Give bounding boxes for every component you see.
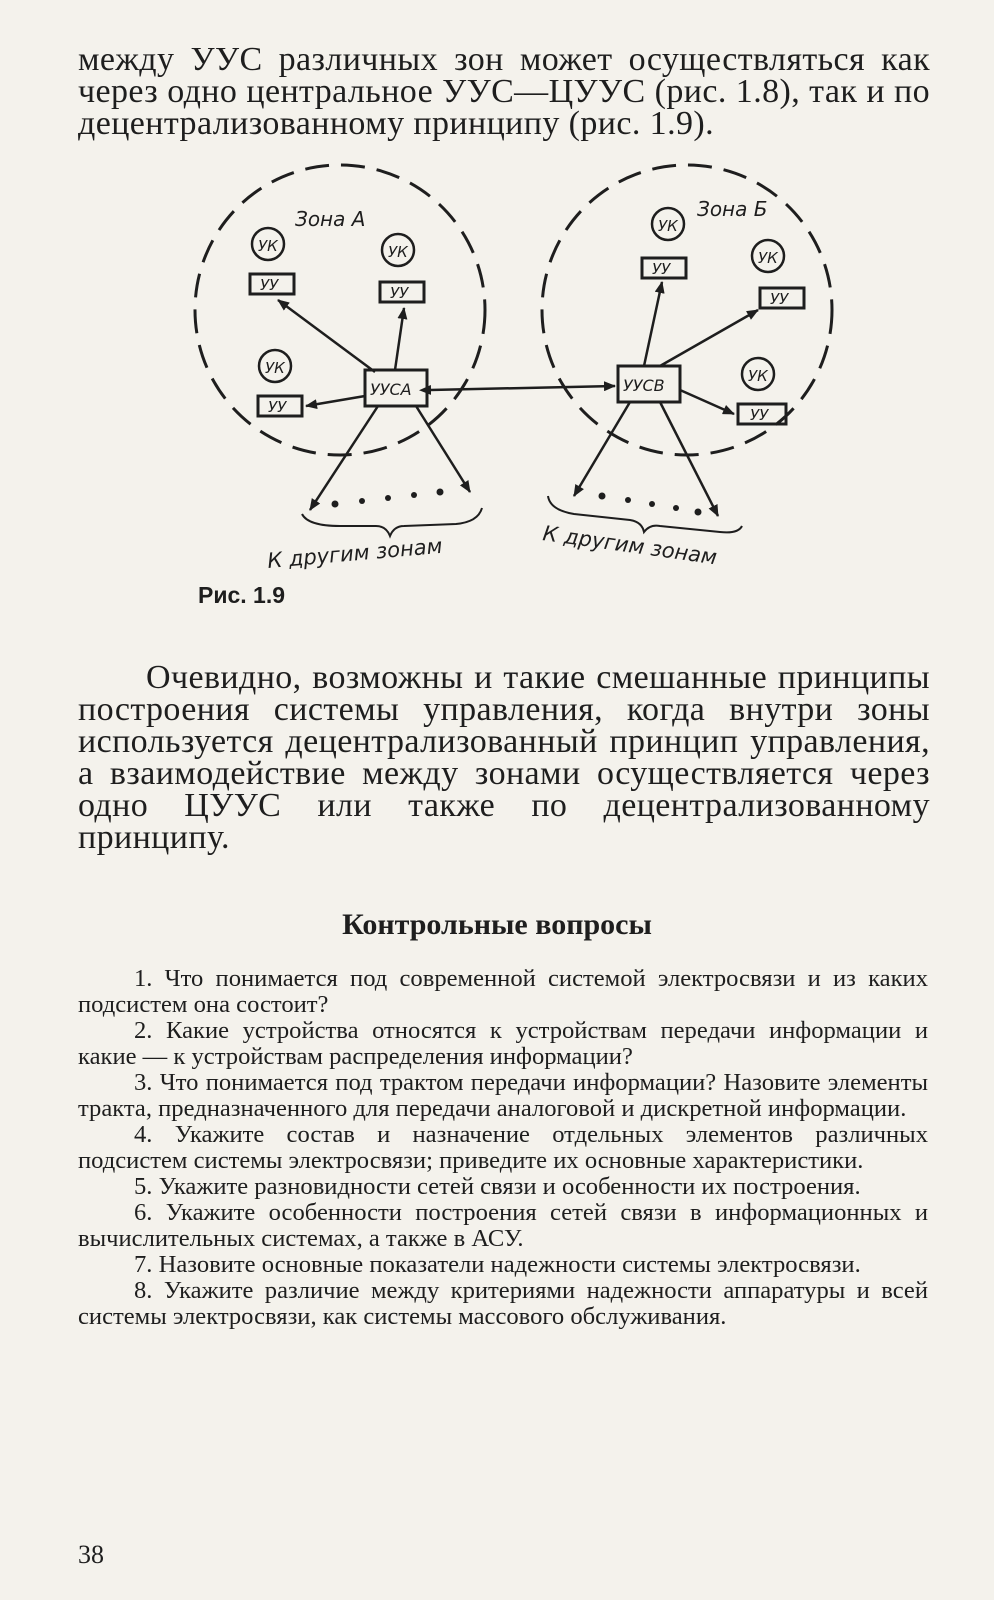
svg-text:УУ: УУ — [770, 290, 789, 308]
question-item: 4. Укажите состав и назначение отдельных элементов различных подсистем системы электросвязи; приведите их основные характеристики. — [78, 1121, 928, 1174]
intro-paragraph: между УУС различных зон может осуществляться как через одно центральное УУС—ЦУУС (рис. 1.8), так и по децентрализованному принципу (рис. 1.9). — [78, 41, 930, 142]
zone-b-node-2 — [752, 240, 804, 308]
svg-text:УУ: УУ — [390, 284, 409, 302]
svg-text:УК: УК — [658, 217, 678, 235]
zone-a-node-1 — [250, 228, 294, 294]
svg-text:УУСB: УУСB — [623, 376, 665, 395]
zone-diagram — [190, 170, 789, 610]
svg-text:УК: УК — [758, 249, 778, 267]
page-number: 38 — [78, 1540, 104, 1569]
section-heading: Контрольные вопросы — [342, 908, 652, 941]
center-b-box — [618, 366, 680, 402]
question-item: 1. Что понимается под современной системой электросвязи и из каких подсистем она состоит? — [78, 965, 928, 1018]
zone-b-other-zones-label: К другим зонам — [541, 521, 719, 570]
zone-a-node-2 — [380, 234, 424, 302]
svg-text:УУСA: УУСA — [370, 380, 412, 399]
zone-b-continuation-dots — [599, 493, 702, 516]
center-a-box — [365, 370, 427, 406]
zone-b-label: Зона Б — [697, 197, 768, 221]
question-item: 8. Укажите различие между критериями надежности аппаратуры и всей системы электросвязи, как системы массового обслуживания. — [78, 1277, 928, 1330]
mixed-principle-paragraph: Очевидно, возможны и такие смешанные принципы построения системы управления, когда внутри зоны используется децентрализованный принцип управления, а взаимодействие между зонами осуществляется через одно ЦУУС или также по децентрализованному принципу. — [78, 659, 930, 856]
question-item: 6. Укажите особенности построения сетей связи в информационных и вычислительных системах, а также в АСУ. — [78, 1199, 928, 1252]
question-item: 7. Назовите основные показатели надежности системы электросвязи. — [134, 1251, 861, 1278]
zone-b-node-1 — [642, 208, 686, 278]
svg-text:УУ: УУ — [750, 406, 769, 424]
question-item: 5. Укажите разновидности сетей связи и особенности их построения. — [134, 1173, 861, 1200]
question-item: 2. Какие устройства относятся к устройствам передачи информации и какие — к устройствам распределения информации? — [78, 1017, 928, 1070]
zone-a-node-3 — [258, 350, 302, 416]
question-item: 3. Что понимается под трактом передачи информации? Назовите элементы тракта, предназначенного для передачи аналоговой и дискретной информации. — [78, 1069, 928, 1122]
svg-text:УУ: УУ — [260, 276, 279, 294]
svg-text:УУ: УУ — [268, 398, 287, 416]
svg-text:УК: УК — [388, 243, 408, 261]
zone-a-other-zones-label: К другим зонам — [266, 533, 444, 573]
svg-text:УК: УК — [265, 359, 285, 377]
svg-text:УУ: УУ — [652, 260, 671, 278]
zone-a-label: Зона А — [295, 207, 366, 231]
svg-text:УК: УК — [748, 367, 768, 385]
zone-b-node-3 — [738, 358, 786, 424]
svg-text:УК: УК — [258, 237, 278, 255]
zone-a-continuation-dots — [332, 489, 444, 508]
zone-a-brace — [302, 508, 482, 536]
inter-zone-link — [430, 386, 615, 390]
question-list — [78, 966, 928, 1330]
figure-caption: Рис. 1.9 — [198, 582, 286, 608]
zone-b-boundary — [542, 165, 832, 455]
